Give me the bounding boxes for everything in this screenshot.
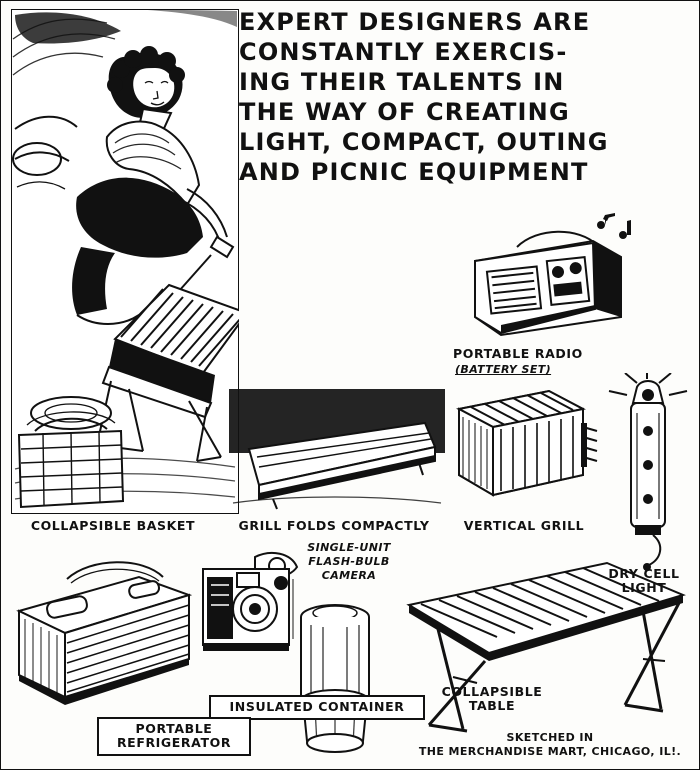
woman-at-grill-illustration <box>11 9 239 514</box>
caption-collapsible-basket-label: COLLAPSIBLE BASKET <box>30 518 196 533</box>
headline-line-4: THE WAY OF CREATING <box>239 98 570 126</box>
caption-flash-camera-line1: SINGLE-UNIT <box>307 541 391 554</box>
sketch-credit-line1: SKETCHED IN <box>506 731 594 744</box>
caption-grill-folds-label: GRILL FOLDS COMPACTLY <box>238 518 430 533</box>
page-title <box>239 7 694 187</box>
caption-flash-camera-line3: CAMERA <box>321 569 377 582</box>
caption-collapsible-basket <box>13 519 213 533</box>
caption-collapsible-table <box>437 685 547 713</box>
folded-grill-svg <box>229 389 445 511</box>
sketch-credit <box>415 731 685 759</box>
caption-portable-radio-sub <box>455 363 585 377</box>
headline-line-5: LIGHT, COMPACT, OUTING <box>239 128 609 156</box>
woman-at-grill-svg <box>11 9 239 514</box>
headline-line-6: AND PICNIC EQUIPMENT <box>239 158 589 186</box>
caption-portable-radio-sub-label: (BATTERY SET) <box>455 363 552 376</box>
caption-portable-refrigerator-line1: PORTABLE <box>135 721 213 736</box>
insulated-container-illustration <box>289 599 381 759</box>
vertical-grill-illustration <box>453 379 599 515</box>
folded-grill-illustration <box>229 389 445 511</box>
caption-collapsible-table-line1: COLLAPSIBLE <box>441 684 543 699</box>
caption-vertical-grill-label: VERTICAL GRILL <box>463 518 585 533</box>
caption-insulated-container-label: INSULATED CONTAINER <box>229 699 405 714</box>
headline-line-1: EXPERT DESIGNERS ARE <box>239 8 591 36</box>
caption-dry-cell-light <box>597 567 691 595</box>
caption-dry-cell-light-line1: DRY CELL <box>608 566 680 581</box>
caption-vertical-grill <box>449 519 599 533</box>
portable-refrigerator-svg <box>11 553 197 715</box>
caption-grill-folds <box>219 519 449 533</box>
caption-portable-radio-label: PORTABLE RADIO <box>453 346 583 361</box>
caption-flash-camera <box>301 541 397 583</box>
dry-cell-light-illustration <box>601 373 696 573</box>
insulated-container-svg <box>289 599 381 759</box>
vertical-grill-svg <box>453 379 599 515</box>
caption-portable-radio <box>453 347 603 361</box>
portable-radio-illustration <box>453 213 643 343</box>
portable-refrigerator-illustration <box>11 553 197 715</box>
headline-line-2: CONSTANTLY EXERCIS- <box>239 38 568 66</box>
headline-line-3: ING THEIR TALENTS IN <box>239 68 565 96</box>
portable-radio-svg <box>453 213 643 343</box>
caption-collapsible-table-line2: TABLE <box>468 698 516 713</box>
caption-portable-refrigerator-line2: REFRIGERATOR <box>116 735 232 750</box>
caption-dry-cell-light-line2: LIGHT <box>621 580 667 595</box>
sketch-credit-line2: THE MERCHANDISE MART, CHICAGO, IL!. <box>418 745 682 758</box>
caption-portable-refrigerator <box>97 717 251 756</box>
caption-flash-camera-line2: FLASH-BULB <box>308 555 390 568</box>
dry-cell-light-svg <box>601 373 696 573</box>
